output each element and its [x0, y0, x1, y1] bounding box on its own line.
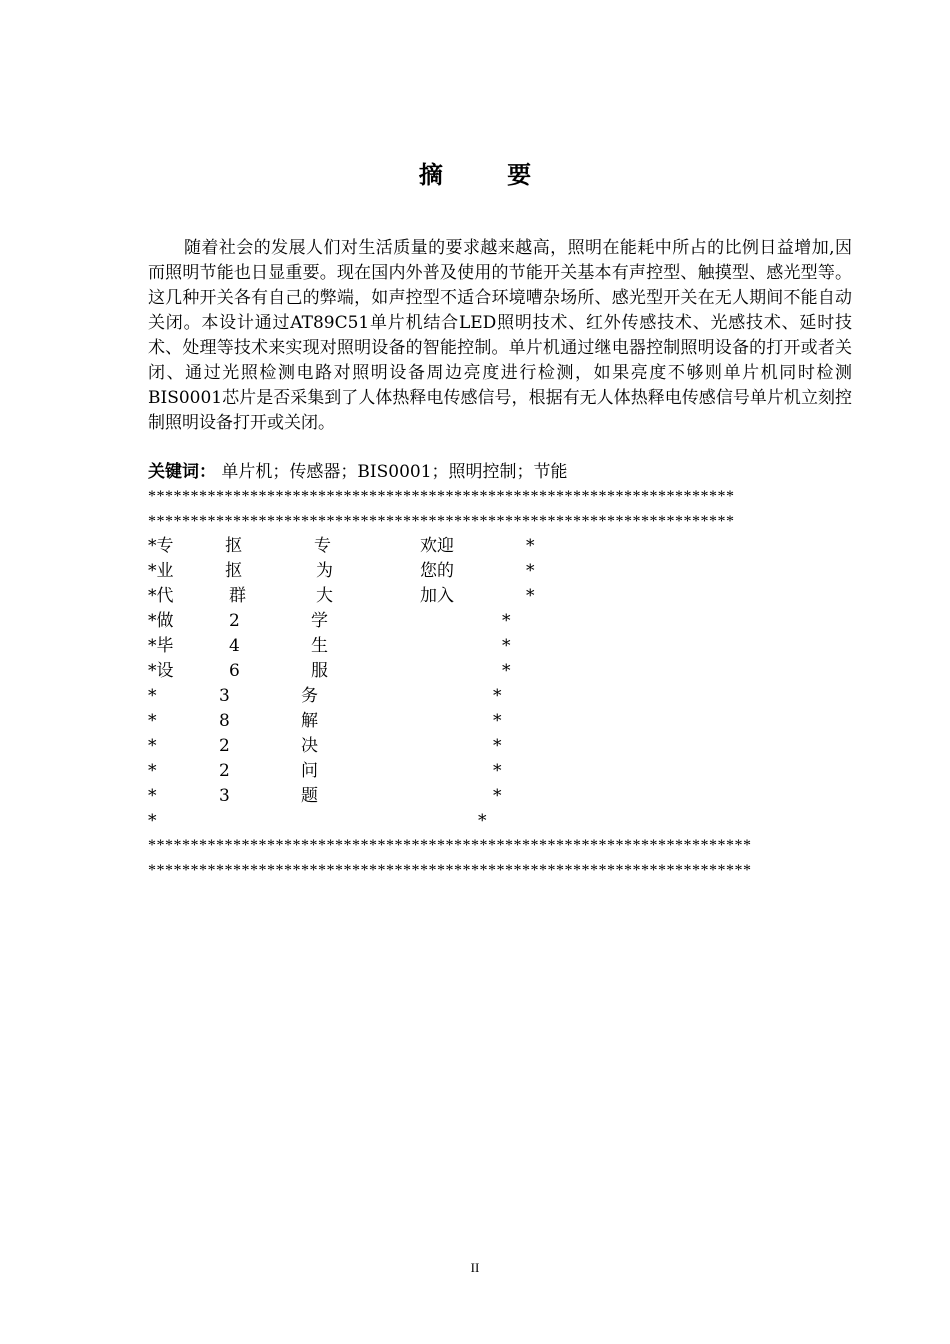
box-cell: 群 — [229, 586, 246, 606]
box-cell: 6 — [229, 661, 240, 681]
box-cell: 服 — [311, 661, 328, 681]
box-cell: 抠 — [225, 561, 242, 581]
box-cell: 学 — [311, 611, 328, 631]
box-row — [148, 584, 568, 609]
box-cell: 解 — [301, 711, 318, 731]
box-cell: * — [502, 636, 511, 656]
box-row — [148, 734, 568, 759]
abstract-section — [148, 236, 852, 436]
box-row — [148, 534, 568, 559]
box-cell: 2 — [219, 736, 230, 756]
keywords-line — [148, 460, 568, 485]
box-row — [148, 709, 568, 734]
box-cell: 抠 — [225, 536, 242, 556]
box-row — [148, 809, 568, 834]
box-cell: * — [148, 786, 157, 806]
box-cell: 务 — [301, 686, 318, 706]
box-cell: * — [502, 611, 511, 631]
box-row — [148, 659, 568, 684]
box-cell: 3 — [219, 686, 230, 706]
box-cell: 生 — [311, 636, 328, 656]
star-border-top-1: ********************************************************************* — [148, 488, 735, 505]
box-cell: *专 — [148, 536, 174, 556]
ad-box — [148, 534, 568, 834]
box-cell: 题 — [301, 786, 318, 806]
box-row — [148, 559, 568, 584]
box-cell: * — [493, 711, 502, 731]
box-cell: 2 — [229, 611, 240, 631]
box-cell: * — [478, 811, 487, 831]
box-row — [148, 684, 568, 709]
box-cell: *设 — [148, 661, 174, 681]
box-row — [148, 609, 568, 634]
box-cell: * — [526, 561, 535, 581]
box-cell: 您的 — [420, 561, 454, 581]
box-cell: * — [148, 711, 157, 731]
box-cell: *代 — [148, 586, 174, 606]
box-cell: *业 — [148, 561, 174, 581]
box-cell: * — [493, 786, 502, 806]
page-title: 摘 要 — [418, 161, 560, 189]
box-cell: * — [148, 811, 157, 831]
box-cell: * — [493, 761, 502, 781]
box-row — [148, 634, 568, 659]
box-row — [148, 784, 568, 809]
star-border-top-2: ********************************************************************* — [148, 513, 735, 530]
box-cell: * — [493, 686, 502, 706]
box-cell: * — [148, 686, 157, 706]
box-cell: * — [493, 736, 502, 756]
box-cell: *做 — [148, 611, 174, 631]
box-cell: * — [502, 661, 511, 681]
box-cell: * — [148, 736, 157, 756]
box-cell: 问 — [301, 761, 318, 781]
box-cell: * — [526, 536, 535, 556]
box-cell: *毕 — [148, 636, 174, 656]
abstract-paragraph: 随着社会的发展人们对生活质量的要求越来越高，照明在能耗中所占的比例日益增加,因而照明节能也日显重要。现在国内外普及使用的节能开关基本有声控型、触摸型、感光型等。这几种开关各有自己的弊端，如声控型不适合环境嘈杂场所、感光型开关在无人期间不能自动关闭。本设计通过AT89C51单片机结合LED照明技术、红外传感技术、光感技术、延时技术、处理等技术来实现对照明设备的智能控制。单片机通过继电器控制照明设备的打开或者关闭、通过光照检测电路对照明设备周边亮度进行检测，如果亮度不够则单片机同时检测BIS0001芯片是否采集到了人体热释电传感信号，根据有无人体热释电传感信号单片机立刻控制照明设备打开或关闭。 — [148, 238, 852, 433]
keywords-text: 单片机；传感器；BIS0001；照明控制；节能 — [221, 462, 568, 482]
box-cell: * — [148, 761, 157, 781]
star-border-bottom-1: *********************************************************************** — [148, 837, 752, 854]
page-number: II — [470, 1260, 480, 1275]
box-cell: 8 — [219, 711, 230, 731]
box-cell: 专 — [314, 536, 331, 556]
box-row — [148, 759, 568, 784]
box-cell: 2 — [219, 761, 230, 781]
box-cell: 大 — [316, 586, 333, 606]
keywords-label: 关键词： — [148, 462, 216, 482]
box-cell: * — [526, 586, 535, 606]
star-border-bottom-2: *********************************************************************** — [148, 862, 752, 879]
box-cell: 决 — [301, 736, 318, 756]
box-cell: 3 — [219, 786, 230, 806]
box-cell: 加入 — [420, 586, 454, 606]
box-cell: 欢迎 — [420, 536, 454, 556]
box-cell: 4 — [229, 636, 240, 656]
box-cell: 为 — [316, 561, 333, 581]
